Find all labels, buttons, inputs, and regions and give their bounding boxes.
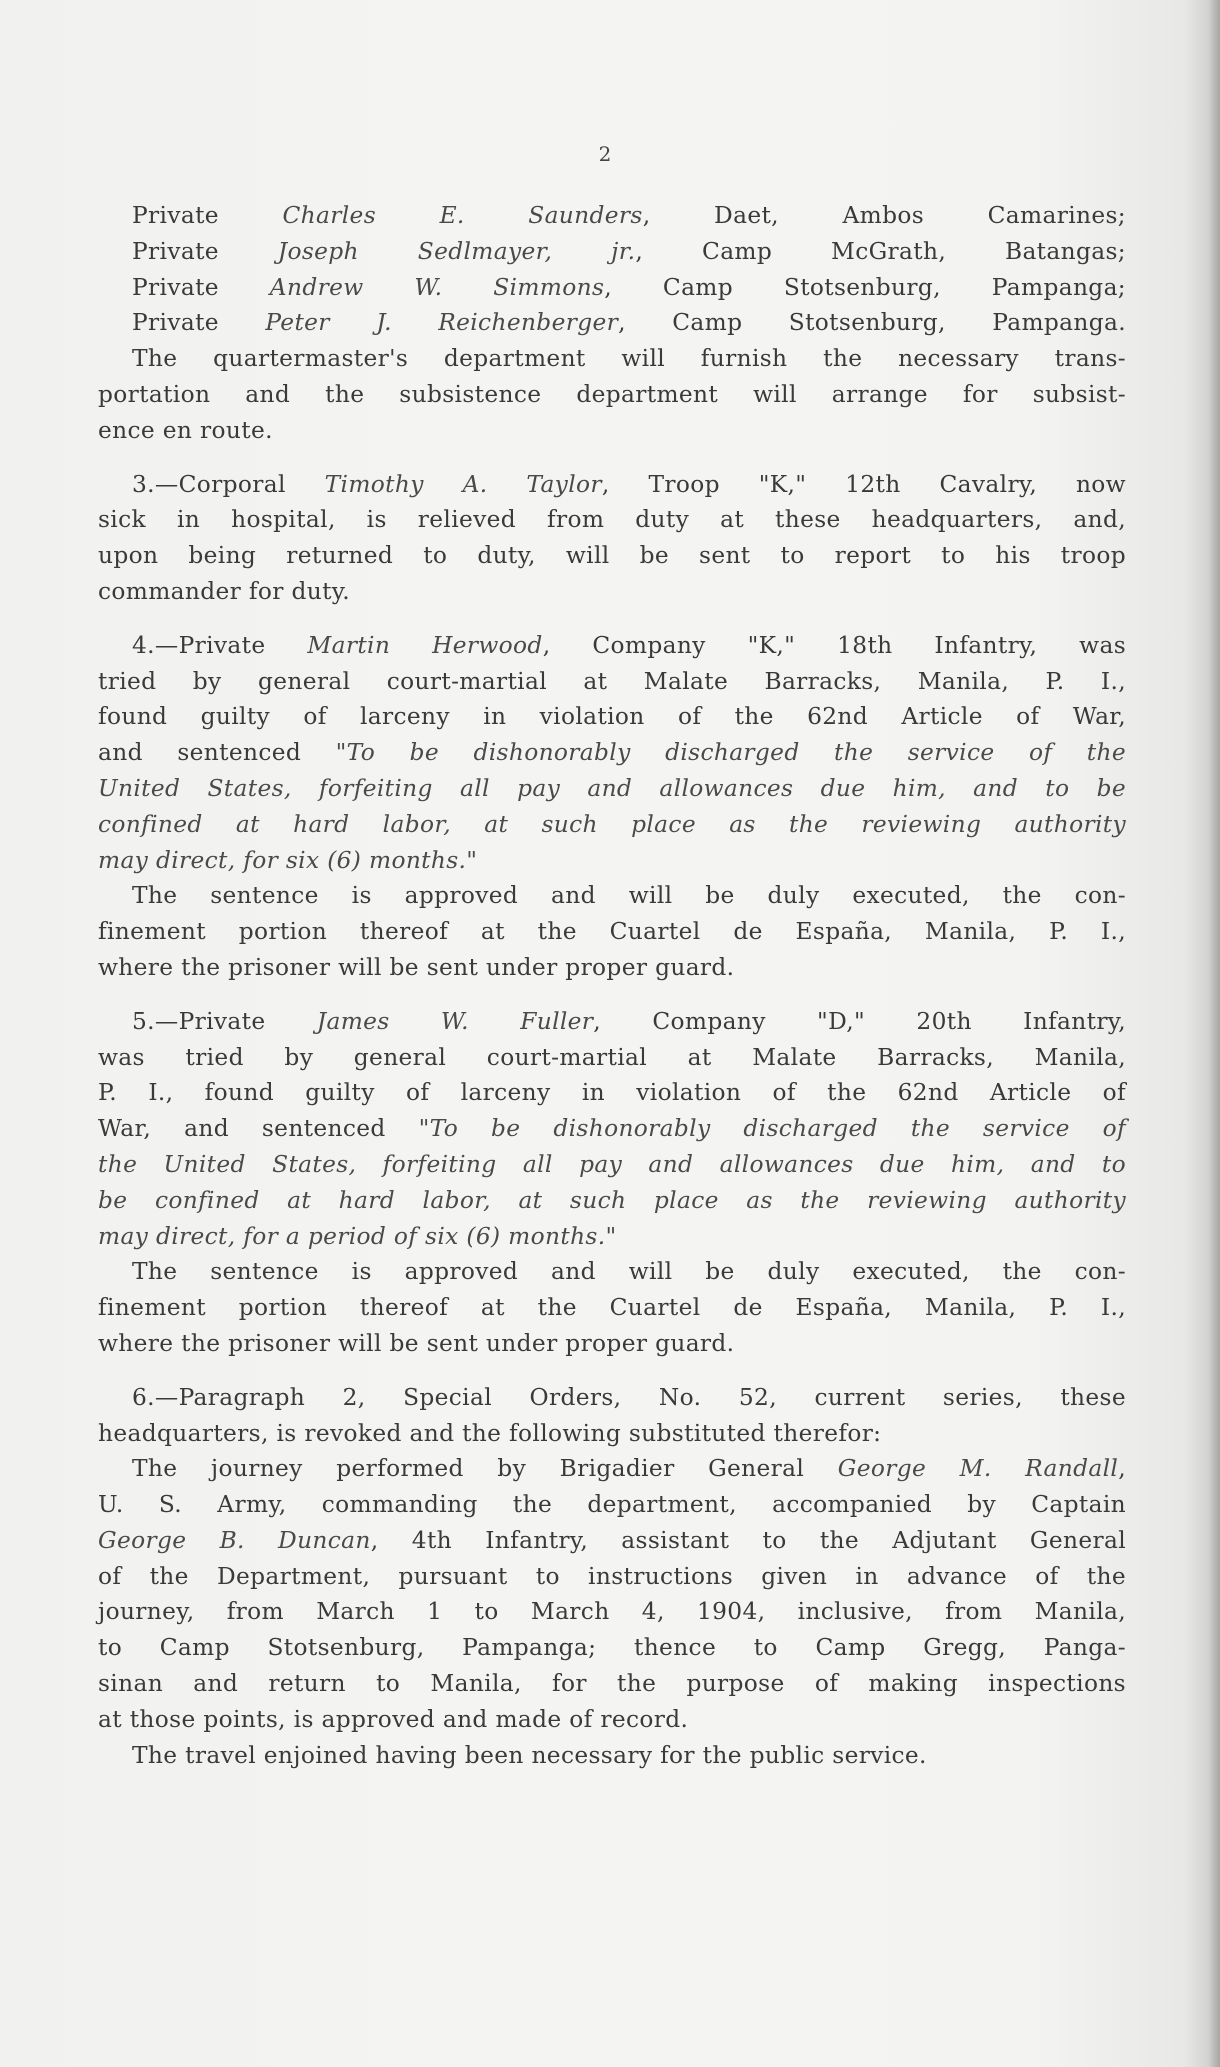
text-line: may direct, for a period of six (6) months." [98, 1222, 617, 1250]
text-line: commander for duty. [98, 577, 350, 605]
text-line: War, and sentenced "To be dishonorably discharged the service of [98, 1115, 1126, 1143]
text-line: the United States, forfeiting all pay and allowances due him, and to [98, 1150, 1126, 1178]
text-line: of the Department, pursuant to instructions given in advance of the [98, 1562, 1126, 1590]
text-line: journey, from March 1 to March 4, 1904, inclusive, from Manila, [98, 1598, 1126, 1626]
text-line: P. I., found guilty of larceny in violation of the 62nd Article of [98, 1079, 1126, 1107]
text-line: tried by general court-martial at Malate Barracks, Manila, P. I., [98, 667, 1126, 695]
text-line: portation and the subsistence department will arrange for subsist- [98, 380, 1126, 408]
text-line: Private Peter J. Reichenberger, Camp Stotsenburg, Pampanga. [132, 309, 1126, 337]
text-line: sinan and return to Manila, for the purpose of making inspections [98, 1670, 1126, 1698]
text-line: sick in hospital, is relieved from duty at these headquarters, and, [98, 506, 1126, 534]
text-line: The journey performed by Brigadier General George M. Randall, [132, 1455, 1126, 1483]
text-line: ence en route. [98, 416, 273, 444]
text-line: and sentenced "To be dishonorably discharged the service of the [98, 739, 1126, 767]
paragraph-6 [98, 1380, 1126, 1774]
text-line: was tried by general court-martial at Malate Barracks, Manila, [98, 1043, 1126, 1071]
paragraph-5 [98, 1004, 1126, 1362]
text-line: where the prisoner will be sent under proper guard. [98, 1329, 735, 1357]
text-line: headquarters, is revoked and the following substituted therefor: [98, 1419, 882, 1447]
text-line: found guilty of larceny in violation of the 62nd Article of War, [98, 703, 1126, 731]
paragraph-3 [98, 467, 1126, 610]
text-line: U. S. Army, commanding the department, accompanied by Captain [98, 1491, 1126, 1519]
text-line: finement portion thereof at the Cuartel de España, Manila, P. I., [98, 1294, 1126, 1322]
paragraph-2-continuation [98, 198, 1126, 449]
text-line: The sentence is approved and will be duly executed, the con- [132, 882, 1126, 910]
text-line: Private Joseph Sedlmayer, jr., Camp McGrath, Batangas; [132, 237, 1126, 265]
text-line: The travel enjoined having been necessary for the public service. [132, 1741, 927, 1769]
text-line: The sentence is approved and will be duly executed, the con- [132, 1258, 1126, 1286]
text-line: George B. Duncan, 4th Infantry, assistant to the Adjutant General [98, 1526, 1126, 1554]
text-line: finement portion thereof at the Cuartel de España, Manila, P. I., [98, 918, 1126, 946]
text-line: where the prisoner will be sent under proper guard. [98, 953, 735, 981]
text-line: Private Andrew W. Simmons, Camp Stotsenburg, Pampanga; [132, 273, 1127, 301]
page-edge-shadow [1208, 0, 1220, 2067]
text-line: at those points, is approved and made of record. [98, 1705, 689, 1733]
text-line: be confined at hard labor, at such place as the reviewing authority [98, 1186, 1126, 1214]
document-body [98, 198, 1126, 1773]
text-line: 4.—Private Martin Herwood, Company "K," 18th Infantry, was [132, 631, 1127, 659]
text-line: to Camp Stotsenburg, Pampanga; thence to Camp Gregg, Panga- [98, 1634, 1126, 1662]
text-line: United States, forfeiting all pay and allowances due him, and to be [98, 774, 1126, 802]
text-line: 3.—Corporal Timothy A. Taylor, Troop "K," 12th Cavalry, now [132, 470, 1126, 498]
text-line: 5.—Private James W. Fuller, Company "D," 20th Infantry, [132, 1007, 1126, 1035]
text-line: confined at hard labor, at such place as the reviewing authority [98, 810, 1126, 838]
page-number: 2 [598, 142, 612, 166]
text-line: The quartermaster's department will furnish the necessary trans- [132, 345, 1126, 373]
paragraph-4 [98, 628, 1126, 986]
text-line: 6.—Paragraph 2, Special Orders, No. 52, current series, these [132, 1383, 1126, 1411]
text-line: upon being returned to duty, will be sent to report to his troop [98, 542, 1126, 570]
text-line: Private Charles E. Saunders, Daet, Ambos Camarines; [132, 202, 1127, 229]
text-line: may direct, for six (6) months." [98, 846, 478, 874]
